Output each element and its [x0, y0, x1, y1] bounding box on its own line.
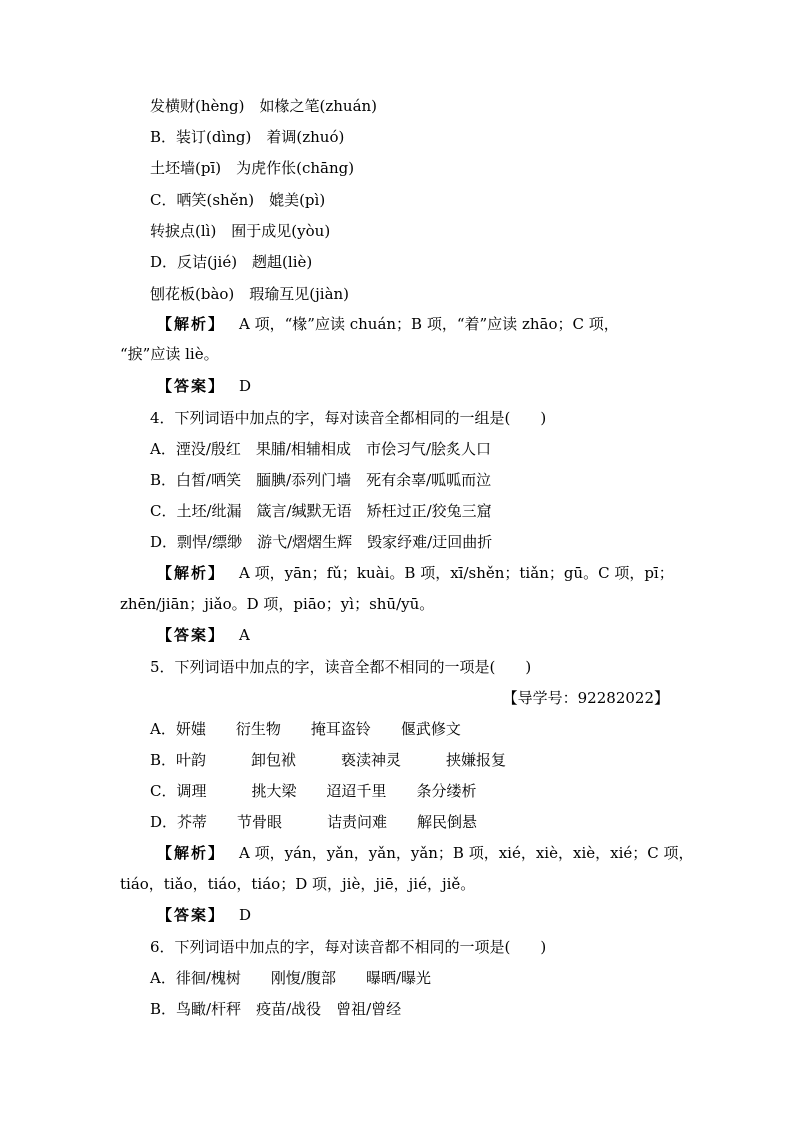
q5-option-b: B．叶韵 卸包袱 亵渎神灵 挟嫌报复 [150, 751, 507, 769]
answer-tag: 【答案】 [157, 906, 226, 924]
q6-option-a: A．徘徊/槐树 刚愎/腹部 曝晒/曝光 [150, 969, 431, 987]
option-line: 转捩点(lì) 囿于成见(yòu) [150, 222, 331, 240]
answer-value: D [239, 377, 252, 395]
q4-option-a: A．湮没/殷红 果脯/相辅相成 市侩习气/脍炙人口 [150, 440, 491, 458]
q5-option-a: A．妍媸 衍生物 掩耳盗铃 偃武修文 [150, 720, 461, 738]
q6-option-b: B．鸟瞰/杆秤 疫苗/战役 曾祖/曾经 [150, 1000, 402, 1018]
guide-number: 【导学号：92282022】 [502, 689, 669, 707]
answer-tag: 【答案】 [157, 377, 226, 395]
q5-option-c: C．调理 挑大梁 迢迢千里 条分缕析 [150, 782, 477, 800]
analysis-tag: 【解析】 [157, 564, 226, 582]
q5-answer [157, 905, 251, 925]
q3-analysis [157, 314, 619, 334]
q4-option-d: D．剽悍/缥缈 游弋/熠熠生辉 毁家纾难/迂回曲折 [150, 533, 493, 551]
option-line: C．哂笑(shěn) 媲美(pì) [150, 191, 326, 209]
analysis-text: A 项，yán，yǎn，yǎn，yǎn；B 项，xié，xiè，xiè，xié；C 项， [239, 844, 694, 862]
q4-answer [157, 625, 250, 645]
answer-tag: 【答案】 [157, 626, 226, 644]
option-line: D．反诘(jié) 趔趄(liè) [150, 253, 313, 271]
q6-stem: 6．下列词语中加点的字，每对读音都不相同的一项是( ) [150, 938, 547, 956]
q3-answer [157, 376, 251, 396]
analysis-tag: 【解析】 [157, 315, 226, 333]
q3-analysis-cont: “捩”应读 liè。 [120, 345, 219, 363]
q4-option-c: C．土坯/纰漏 箴言/缄默无语 矫枉过正/狡兔三窟 [150, 502, 492, 520]
q5-option-d: D．芥蒂 节骨眼 诘责问难 解民倒悬 [150, 813, 478, 831]
q4-stem: 4．下列词语中加点的字，每对读音全都相同的一组是( ) [150, 409, 547, 427]
analysis-tag: 【解析】 [157, 844, 226, 862]
answer-value: D [239, 906, 252, 924]
option-line: 土坯墙(pī) 为虎作伥(chāng) [150, 159, 355, 177]
q4-analysis [157, 563, 674, 583]
option-line: B．装订(dìng) 着调(zhuó) [150, 128, 345, 146]
analysis-text: A 项，yān；fǔ；kuài。B 项，xī/shěn；tiǎn；gū。C 项，pī； [239, 564, 674, 582]
q4-analysis-cont: zhēn/jiān；jiǎo。D 项，piāo；yì；shū/yū。 [120, 595, 435, 613]
q5-analysis-cont: tiáo，tiǎo，tiáo，tiáo；D 项，jiè，jiē，jié，jiě。 [120, 875, 476, 893]
q5-stem: 5．下列词语中加点的字，读音全都不相同的一项是( ) [150, 658, 532, 676]
q5-analysis [157, 843, 694, 863]
option-line: 刨花板(bào) 瑕瑜互见(jiàn) [150, 285, 350, 303]
analysis-text: A 项，“椽”应读 chuán；B 项，“着”应读 zhāo；C 项， [239, 315, 619, 333]
q4-option-b: B．白皙/哂笑 腼腆/忝列门墙 死有余辜/呱呱而泣 [150, 471, 492, 489]
option-line: 发横财(hèng) 如椽之笔(zhuán) [150, 97, 378, 115]
answer-value: A [239, 626, 250, 644]
